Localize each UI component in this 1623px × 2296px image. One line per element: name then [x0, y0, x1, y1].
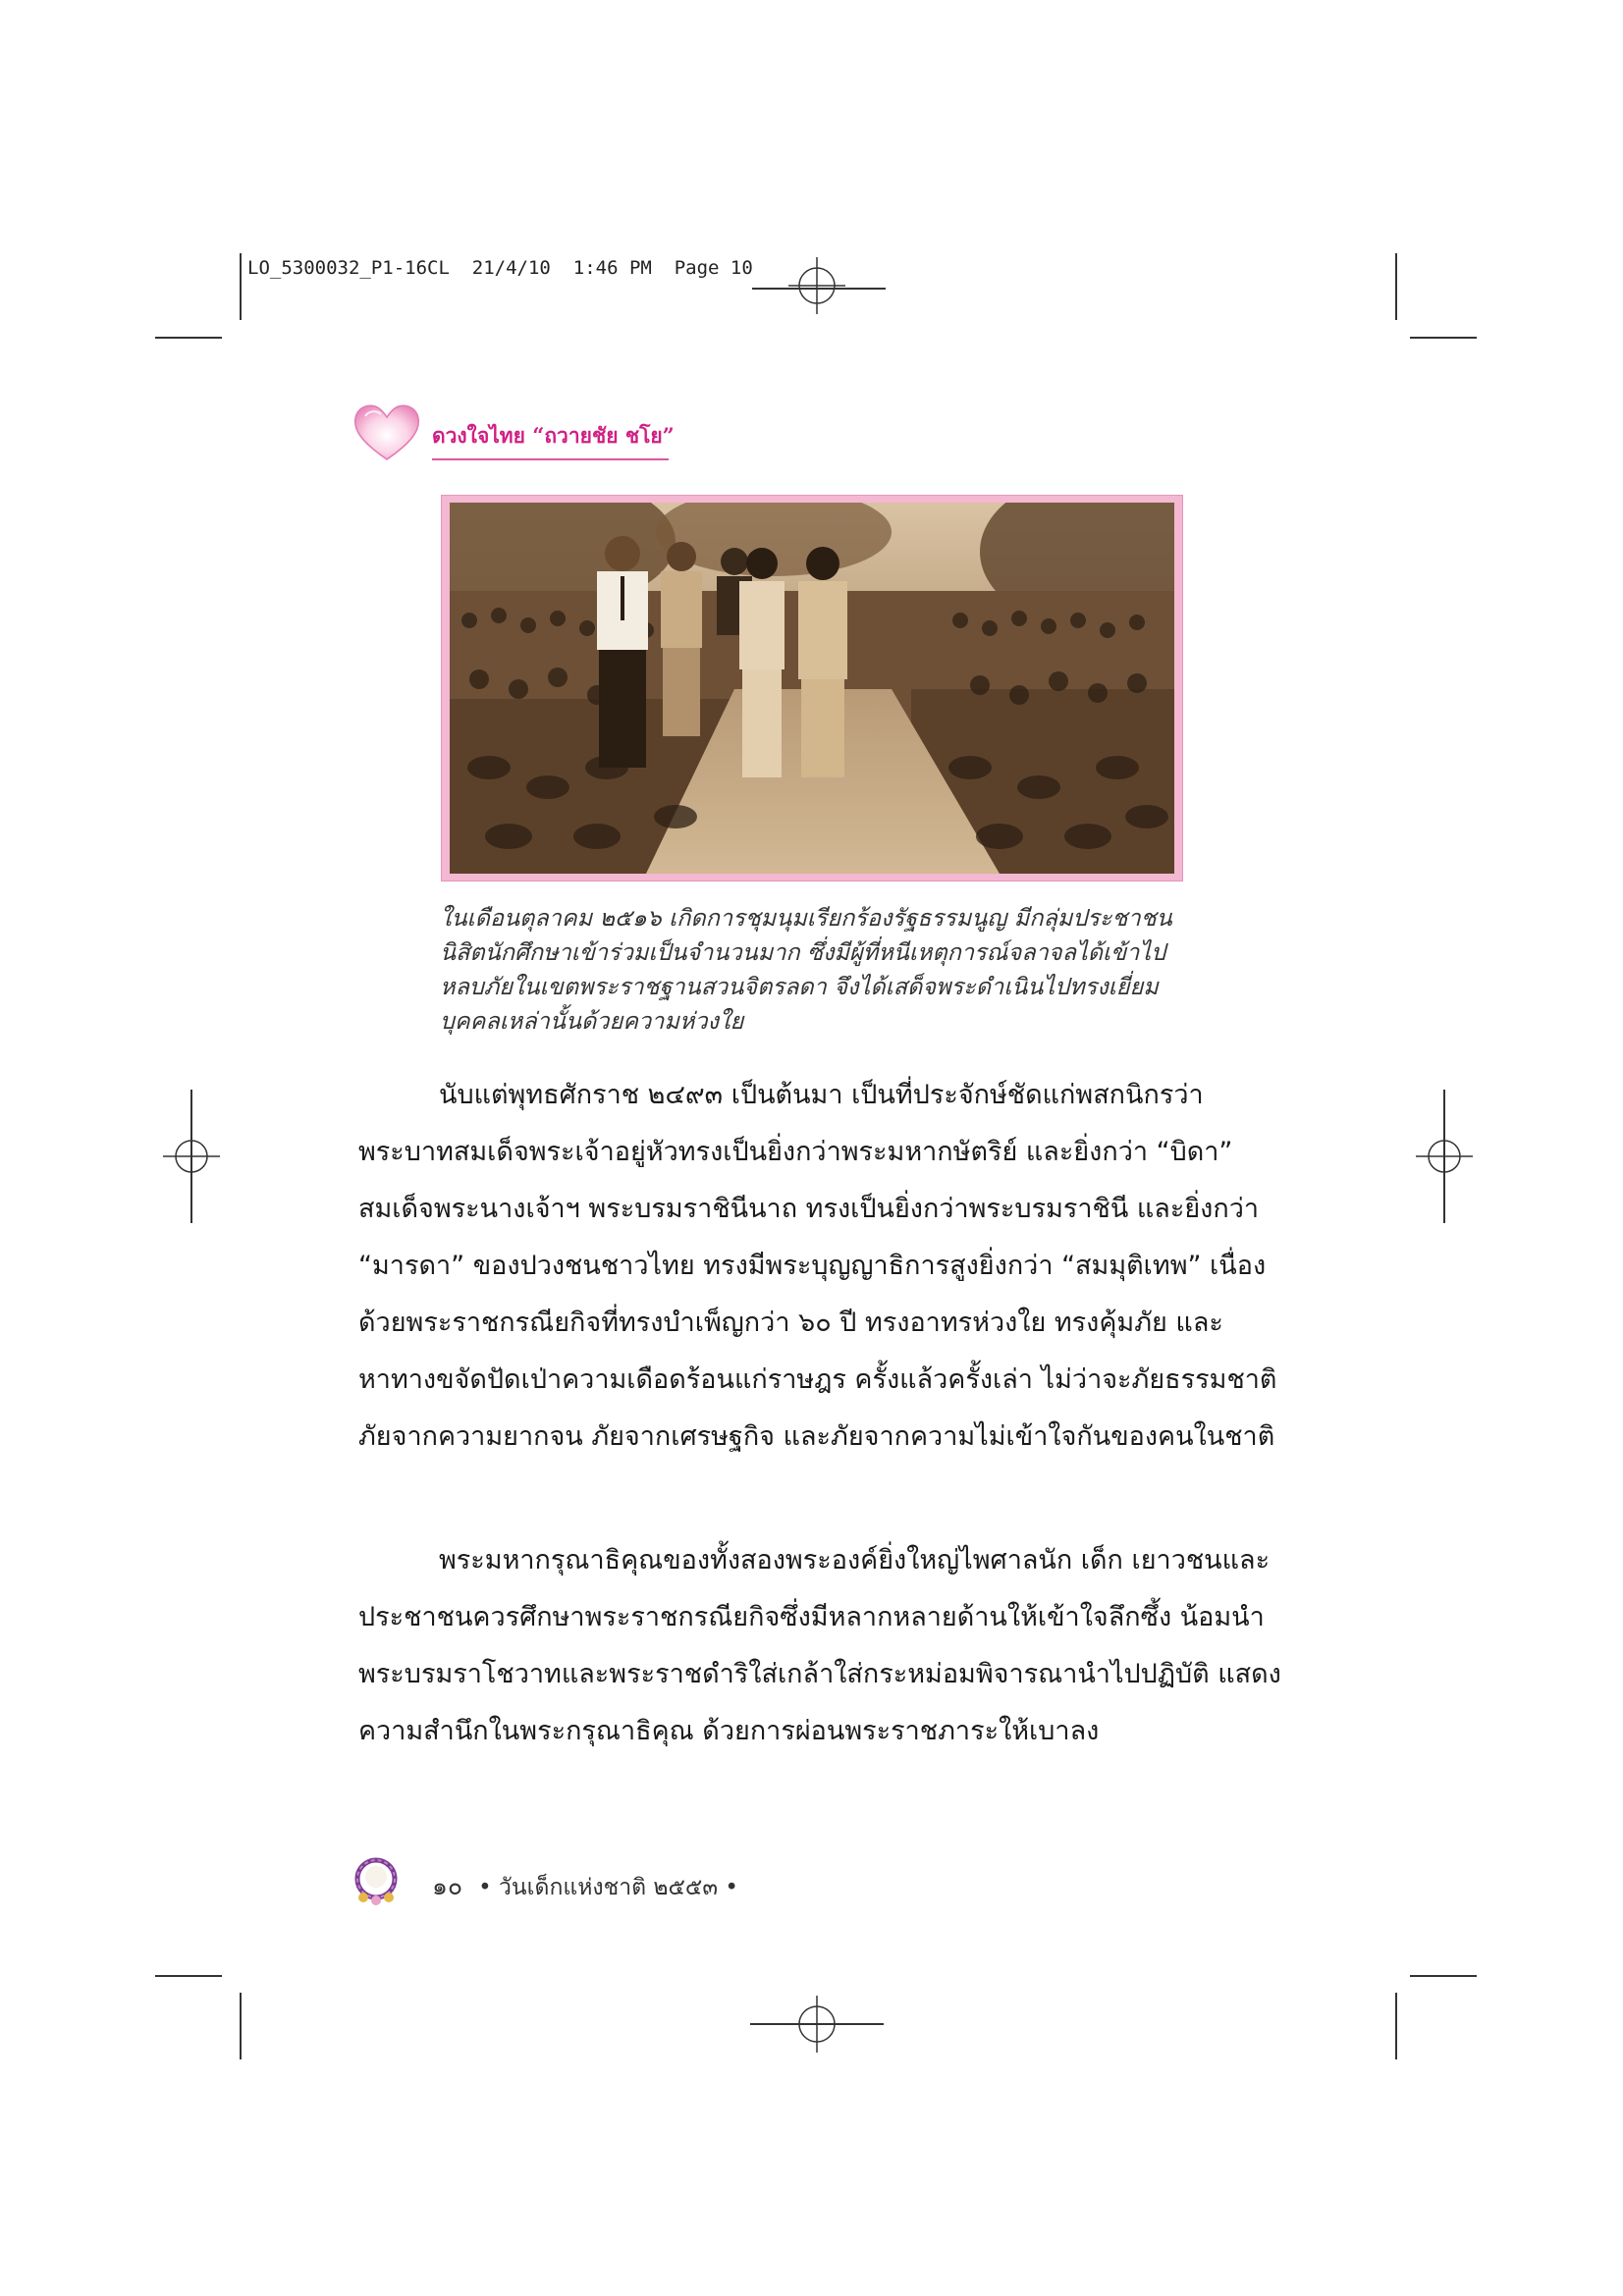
caption-line: หลบภัยในเขตพระราชฐานสวนจิตรลดา จึงได้เสด็จพระดำเนินไปทรงเยี่ยม: [440, 973, 1159, 1000]
crop-mark: [1395, 1993, 1397, 2059]
crop-mark: [1410, 1975, 1477, 1977]
registration-mark-icon: [163, 1128, 220, 1185]
wreath-logo-icon: [352, 1854, 401, 1907]
paragraph-line: หาทางขจัดปัดเป่าความเดือดร้อนแก่ราษฎร ครั้งแล้วครั้งเล่า ไม่ว่าจะภัยธรรมชาติ: [358, 1364, 1277, 1395]
crop-mark: [1395, 253, 1397, 320]
page-footer: [432, 1867, 738, 1906]
registration-mark-icon: [1416, 1128, 1473, 1185]
printer-slug: [247, 257, 753, 279]
crop-mark: [155, 337, 222, 339]
body-paragraph-1: [358, 1067, 1277, 1466]
crop-mark: [155, 1975, 222, 1977]
slug-page: Page 10: [674, 257, 753, 279]
paragraph-line: ประชาชนควรศึกษาพระราชกรณียกิจซึ่งมีหลากหลายด้านให้เข้าใจลึกซึ้ง น้อมนำ: [358, 1602, 1265, 1632]
paragraph-line: นับแต่พุทธศักราช ๒๔๙๓ เป็นต้นมา เป็นที่ประจักษ์ชัดแก่พสกนิกรว่า: [439, 1080, 1204, 1110]
paragraph-line: พระบรมราโชวาทและพระราชดำริใส่เกล้าใส่กระหม่อมพิจารณานำไปปฏิบัติ แสดง: [358, 1659, 1281, 1689]
header-underline: [432, 458, 669, 460]
paragraph-line: ด้วยพระราชกรณียกิจที่ทรงบำเพ็ญกว่า ๖๐ ปี ทรงอาทรห่วงใย ทรงคุ้มภัย และ: [358, 1308, 1223, 1338]
paragraph-line: พระบาทสมเด็จพระเจ้าอยู่หัวทรงเป็นยิ่งกว่าพระมหากษัตริย์ และยิ่งกว่า “บิดา”: [358, 1137, 1233, 1167]
registration-mark-icon: [788, 1996, 845, 2053]
crop-mark: [240, 1993, 242, 2059]
running-header-title: ดวงใจไทย “ถวายชัย ชโย”: [432, 423, 675, 448]
paragraph-line: ภัยจากความยากจน ภัยจากเศรษฐกิจ และภัยจากความไม่เข้าใจกันของคนในชาติ: [358, 1421, 1275, 1452]
body-paragraph-2: [358, 1532, 1281, 1760]
caption-line: นิสิตนักศึกษาเข้าร่วมเป็นจำนวนมาก ซึ่งมีผู้ที่หนีเหตุการณ์จลาจลได้เข้าไป: [440, 938, 1166, 966]
historical-photo: [450, 503, 1174, 874]
crop-mark: [1410, 337, 1477, 339]
slug-date: 21/4/10: [471, 257, 551, 279]
slug-filename: LO_5300032_P1-16CL: [247, 257, 450, 279]
photo-caption: [440, 901, 1188, 1039]
paragraph-line: “มารดา” ของปวงชนชาวไทย ทรงมีพระบุญญาธิการสูงยิ่งกว่า “สมมุติเทพ” เนื่อง: [358, 1251, 1267, 1281]
page-number: ๑๐: [432, 1872, 463, 1900]
caption-line: บุคคลเหล่านั้นด้วยความห่วงใย: [440, 1007, 744, 1035]
crop-mark: [240, 253, 242, 320]
photo-illustration: [450, 503, 1174, 874]
heart-icon: [352, 400, 422, 463]
paragraph-line: สมเด็จพระนางเจ้าฯ พระบรมราชินีนาถ ทรงเป็นยิ่งกว่าพระบรมราชินี และยิ่งกว่า: [358, 1194, 1260, 1224]
caption-line: ในเดือนตุลาคม ๒๕๑๖ เกิดการชุมนุมเรียกร้องรัฐธรรมนูญ มีกลุ่มประชาชน: [440, 904, 1172, 932]
paragraph-line: ความสำนึกในพระกรุณาธิคุณ ด้วยการผ่อนพระราชภาระให้เบาลง: [358, 1716, 1100, 1746]
publication-name: • วันเด็กแห่งชาติ ๒๕๕๓ •: [478, 1875, 738, 1900]
slug-time: 1:46 PM: [572, 257, 652, 279]
paragraph-line: พระมหากรุณาธิคุณของทั้งสองพระองค์ยิ่งใหญ่ไพศาลนัก เด็ก เยาวชนและ: [439, 1545, 1271, 1575]
registration-mark-icon: [788, 257, 845, 314]
